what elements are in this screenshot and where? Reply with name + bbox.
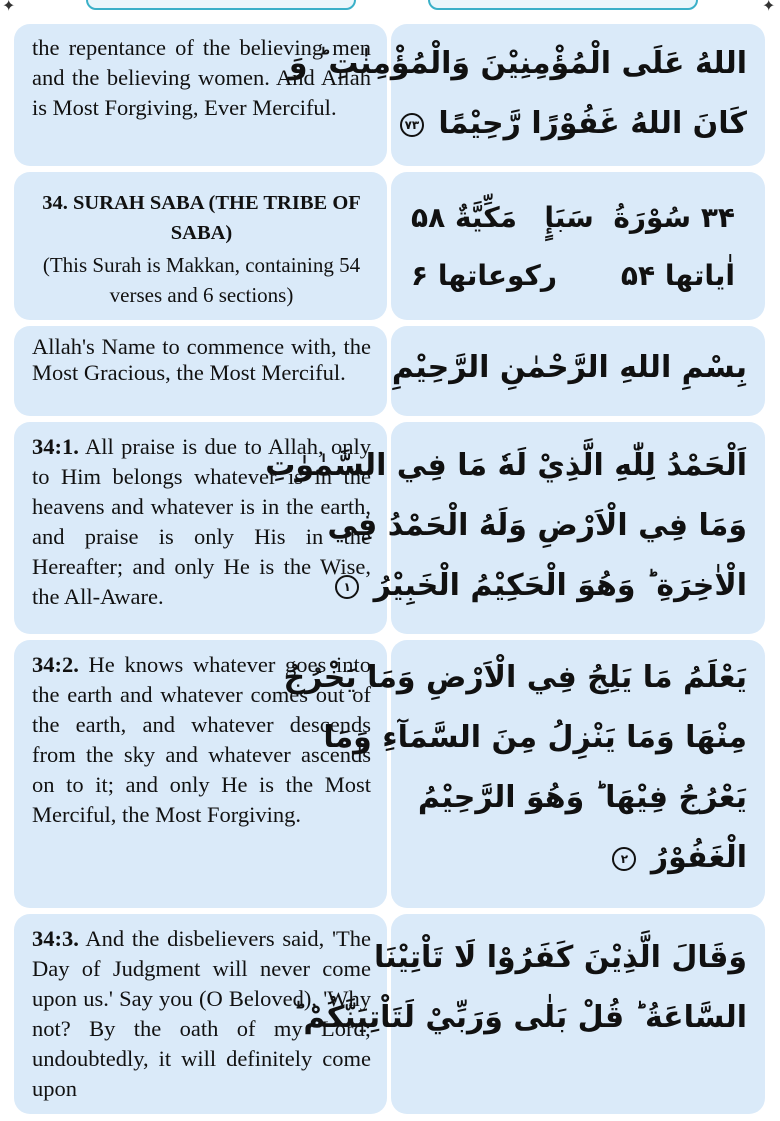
translation-text: And the disbelievers said, 'The Day of Judgment will never come upon us.' Say you (O Beloved), 'Why not? By the oath of my Lord; undoubtedly, it will definitely come upon xyxy=(32,926,371,1101)
surah-type: مَكِّيَّةٌ xyxy=(454,200,517,234)
bismillah-line: بِسْمِ اللهِ الرَّحْمٰنِ الرَّحِيْمِ xyxy=(391,350,747,385)
corner-ornament-icon: ✦ xyxy=(762,0,776,15)
verse-number: 34:1. xyxy=(32,434,79,459)
verse-number: 34:2. xyxy=(32,652,79,677)
arabic-line: يَعْرُجُ فِيْهَا ؕ وَهُوَ الرَّحِيْمُ xyxy=(417,780,747,815)
translation-text: He knows whatever goes into the earth and whatever comes out of the earth, and whatever descends from the sky and whatever ascends on to it; and only He is the Most Merciful, the Most Forgiving. xyxy=(32,652,371,827)
translation-text: Allah's Name to commence with, the Most Gracious, the Most Merciful. xyxy=(32,334,371,385)
arabic-line: يَعْلَمُ مَا يَلِجُ فِي الْاَرْضِ وَمَا يَخْرُجُ xyxy=(283,660,747,695)
surah-word: سُوْرَةُ xyxy=(613,200,692,234)
arabic-line: وَمَا فِي الْاَرْضِ وَلَهُ الْحَمْدُ فِي xyxy=(327,508,747,543)
arabic-line: اللهُ عَلَى الْمُؤْمِنِيْنَ وَالْمُؤْمِنٰتِ ؕ وَ xyxy=(288,46,747,81)
surah-header-arabic-cell xyxy=(391,172,765,320)
arabic-line: مِنْهَا وَمَا يَنْزِلُ مِنَ السَّمَآءِ وَمَا xyxy=(323,720,747,755)
translation-text: All praise is due to Allah, only to Him belongs whatever is in the heavens and whatever is in the earth, and praise is only His in the Hereafter; and only He is the Wise, the All-Aware. xyxy=(32,434,371,609)
arabic-line: الْاٰخِرَةِ ؕ وَهُوَ الْحَكِيْمُ الْخَبِيْرُ xyxy=(373,568,747,603)
ayah-number-marker: ۷۳ xyxy=(400,113,424,137)
corner-ornament-icon: ✦ xyxy=(2,0,16,15)
ruku-label: ركوعاتها xyxy=(437,258,557,292)
arabic-cell xyxy=(265,422,765,634)
ayah-number-marker: ۲ xyxy=(612,847,636,871)
translation-text: the repentance of the believing men and the believing women. And Allah is Most Forgiving, Ever Merciful. xyxy=(32,35,371,120)
surah-info: (This Surah is Makkan, containing 54 verses and 6 sections) xyxy=(42,253,361,307)
arabic-line: كَانَ اللهُ غَفُوْرًا رَّحِيْمًا xyxy=(438,106,747,141)
header-pill-right xyxy=(428,0,698,10)
arabic-cell xyxy=(283,640,765,908)
header-pill-left xyxy=(86,0,356,10)
arabic-cell xyxy=(292,914,765,1114)
verse-number: 34:3. xyxy=(32,926,79,951)
ruku-count: ۶ xyxy=(411,258,429,292)
surah-title: 34. SURAH SABA (THE TRIBE OF SABA) xyxy=(42,192,361,244)
ayah-number-marker: ۱ xyxy=(335,575,359,599)
arabic-cell xyxy=(288,24,765,166)
surah-header-cell xyxy=(14,172,387,320)
arabic-line: الْغَفُوْرُ xyxy=(650,840,747,875)
revelation-order: ۵۸ xyxy=(411,200,446,234)
arabic-line: اَلْحَمْدُ لِلّٰهِ الَّذِيْ لَهٗ مَا فِي السَّمٰوٰتِ xyxy=(265,448,747,483)
arabic-line: وَقَالَ الَّذِيْنَ كَفَرُوْا لَا تَاْتِيْنَا xyxy=(373,940,747,975)
arabic-cell xyxy=(391,326,765,416)
top-ornament-bar xyxy=(0,0,780,16)
ayat-label: اٰياتها xyxy=(664,258,735,292)
arabic-line: السَّاعَةُ ؕ قُلْ بَلٰى وَرَبِّيْ لَتَاْتِيَنَّكُمْ ؕ xyxy=(292,1000,747,1035)
surah-name-arabic: سَبَإٍ xyxy=(544,200,594,234)
translation-cell xyxy=(14,326,387,416)
ayat-count: ۵۴ xyxy=(620,258,656,292)
surah-number: ۳۴ xyxy=(700,200,735,234)
